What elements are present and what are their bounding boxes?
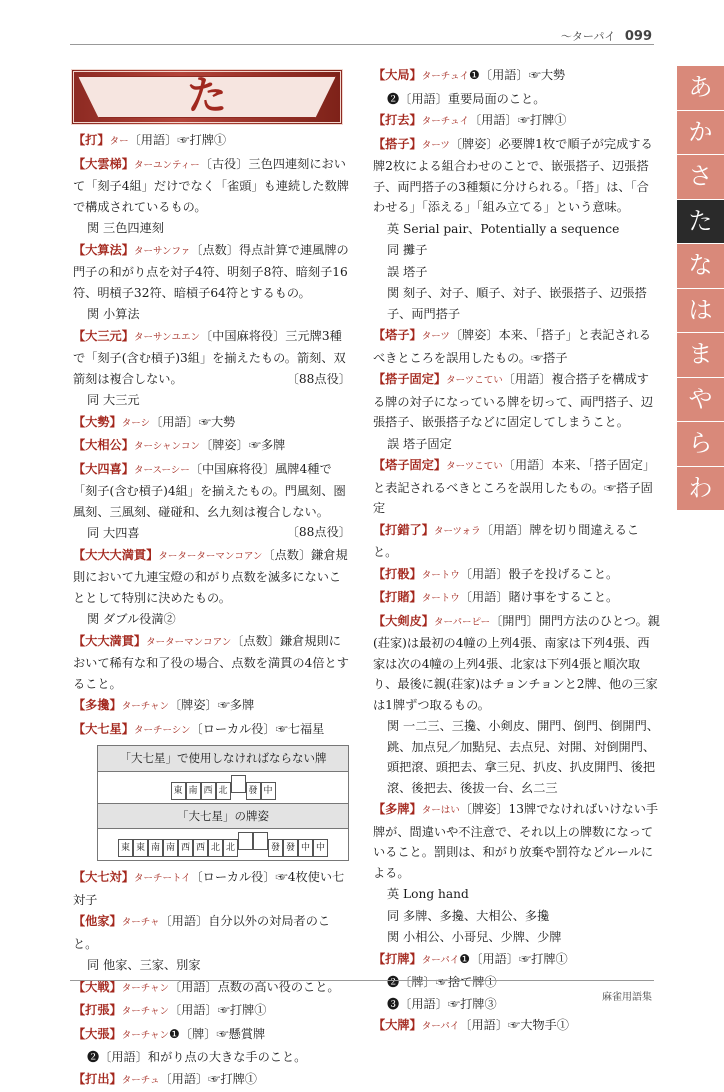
entry-headword: 【多攙】: [73, 698, 122, 712]
mahjong-tile: 東: [171, 782, 186, 800]
mahjong-tile: 北: [223, 839, 238, 857]
entry-headword: 【大戦】: [73, 979, 122, 994]
dictionary-entry: [73, 609, 351, 630]
right-entries: [373, 65, 661, 1038]
entry-body: 〔用語〕賭け事をすること。: [459, 590, 619, 604]
dictionary-entry: [373, 716, 661, 798]
entry-body: 〔用語〕☞打牌①: [159, 1071, 257, 1086]
entry-reading: ターツ: [421, 139, 450, 151]
entry-note: ❷〔牌〕☞捨て牌①: [387, 975, 497, 989]
dictionary-entry: [73, 435, 351, 458]
page-number: 099: [624, 29, 652, 44]
mahjong-tile: 北: [208, 839, 223, 857]
entry-headword: 【大四喜】: [73, 461, 134, 476]
entry-reading: ターツォラ: [433, 525, 481, 537]
entry-reading: ターチャン: [121, 982, 169, 994]
yaku-caption-1: 「大七星」で使用しなければならない牌: [98, 746, 348, 772]
entry-note: 同 他家、三家、別家: [87, 958, 201, 972]
entry-reading: ターチュ: [121, 1074, 160, 1086]
entry-reading: ターチャン: [121, 1029, 169, 1041]
entry-reading: ターユンティー: [133, 159, 200, 171]
dictionary-entry: [73, 390, 351, 411]
entry-note: 関 刻子、対子、順子、対子、嵌張搭子、辺張搭子、両門搭子: [387, 286, 647, 321]
entry-note: 関 小相公、小哥兒、少牌、少牌: [387, 930, 562, 944]
dictionary-entry: [73, 911, 351, 954]
dictionary-entry: [373, 455, 661, 519]
entry-note: ❷〔用語〕重要局面のこと。: [387, 91, 546, 106]
entry-headword: 【搭子】: [373, 136, 422, 151]
entry-reading: ターターターマンコアン: [158, 550, 263, 562]
entry-headword: 【大三元】: [73, 328, 134, 343]
dictionary-entry: [73, 545, 351, 609]
tab-ya[interactable]: や: [677, 378, 724, 423]
mahjong-tile: 中: [313, 839, 328, 857]
entry-reading: ターチャ: [121, 917, 160, 928]
entry-body: 〔用語〕自分以外の対局者のこと。: [73, 914, 331, 951]
entry-headword: 【打去】: [373, 113, 422, 127]
dictionary-entry: [373, 369, 661, 433]
entry-body: 〔牌姿〕必要牌1枚で順子が完成する牌2枚による組合わせのことで、嵌張搭子、辺張搭子、両門搭子の3種類に分けられる。「搭」は、「合わせる」「添える」「組み立てる」という意味。: [373, 136, 653, 214]
entry-headword: 【打錯了】: [373, 522, 434, 537]
mahjong-tile: 中: [298, 839, 313, 857]
entry-note: 関 小算法: [87, 307, 140, 321]
header-title: 〜ターパイ: [560, 30, 616, 43]
entry-body: 〔用語〕牌を切り間違えること。: [373, 522, 640, 559]
entry-reading: ターチュイ: [421, 71, 469, 82]
entry-reading: ターターマンコアン: [146, 636, 232, 648]
entry-note: ❷〔用語〕和がり点の大きな手のこと。: [87, 1050, 307, 1064]
entry-note: 同 多牌、多攙、大相公、多攙: [387, 908, 550, 923]
dictionary-entry: [373, 110, 661, 133]
entry-note: 同 大四喜: [87, 526, 140, 540]
dictionary-entry: [73, 1024, 351, 1047]
entry-reading: ターパイ: [421, 954, 460, 966]
entry-body: 〔点数〕鎌倉規則において九連宝燈の和がり点数を滅多にないこととして特別に決めたもの。: [73, 547, 348, 605]
entry-note: ❸〔用語〕☞打牌③: [387, 996, 497, 1011]
entry-reading: ターはい: [421, 805, 460, 816]
mahjong-tile: 南: [163, 839, 178, 857]
footer-rule: [70, 980, 654, 981]
dictionary-entry: [373, 434, 661, 455]
entry-headword: 【多牌】: [373, 802, 422, 816]
running-header: [561, 28, 652, 44]
dictionary-entry: [73, 719, 351, 742]
entry-body: 〔点数〕鎌倉規則において稀有な和了役の場合、点数を満貫の4倍とすること。: [73, 633, 349, 691]
entry-body: 〔用語〕☞打牌①: [468, 113, 567, 127]
dictionary-entry: [73, 1069, 351, 1092]
dictionary-entry: [73, 130, 351, 153]
running-footer: 麻雀用語集: [602, 992, 652, 1003]
dictionary-entry: [373, 799, 661, 883]
entry-reading: ターサンユエン: [133, 331, 200, 343]
entry-headword: 【大七対】: [73, 870, 134, 884]
entry-headword: 【打張】: [73, 1003, 122, 1017]
mahjong-tile: 北: [216, 782, 231, 800]
entry-body: 〔中国麻将役〕風牌4種で「刻子(含む槓子)4組」を揃えたもの。門風刻、圏風刻、三風刻、碰碰和、幺九刻は複合しない。: [73, 461, 346, 519]
dictionary-entry: [373, 611, 661, 716]
entry-headword: 【打骰】: [373, 566, 422, 581]
dictionary-entry: [73, 304, 351, 325]
entry-note: 誤 塔子固定: [387, 436, 452, 451]
entry-reading: ターパーピー: [433, 616, 491, 628]
mahjong-tile: 發: [283, 839, 298, 857]
entry-body: 〔点数〕得点計算で連風牌の門子の和がり点を対子4符、明刻子8符、暗刻子16符、明槓子32符、暗槓子64符とするもの。: [73, 242, 349, 300]
dictionary-entry: [373, 884, 661, 905]
mahjong-tile: 西: [201, 782, 216, 800]
entry-headword: 【大大満貫】: [73, 633, 147, 648]
mahjong-tile: 發: [246, 782, 261, 800]
entry-headword: 【塔子固定】: [373, 458, 447, 472]
entry-body: 〔用語〕☞大物手①: [459, 1018, 569, 1032]
entry-reading: ター: [109, 136, 129, 147]
entry-headword: 【打牌】: [373, 951, 422, 966]
section-banner: [71, 69, 343, 125]
entry-body: 〔牌姿〕本来、「搭子」と表記されるべきところを誤用したもの。☞搭子: [373, 328, 651, 365]
entry-body: 〔牌姿〕☞多牌: [168, 698, 255, 712]
entry-reading: ターパイ: [421, 1021, 460, 1032]
mahjong-tile: 南: [186, 782, 201, 800]
left-entries: [73, 130, 351, 741]
dictionary-entry: [373, 906, 661, 927]
entry-headword: 【大大大満貫】: [73, 547, 159, 562]
entry-note: 関 ダブル役満②: [87, 612, 176, 626]
mahjong-tile: 發: [268, 839, 283, 857]
mahjong-tile: 東: [133, 839, 148, 857]
entry-points: 〔88点役〕: [286, 525, 351, 539]
entry-headword: 【大勢】: [73, 414, 122, 429]
dictionary-entry: [373, 240, 661, 261]
entry-reading: ターシ: [121, 417, 151, 429]
dictionary-entry: [373, 283, 661, 324]
entry-headword: 【大雲梯】: [73, 156, 134, 171]
dictionary-entry: [373, 89, 661, 110]
yaku-box: [97, 745, 349, 861]
entry-reading: ターサンファ: [133, 245, 191, 257]
entry-reading: ターツ: [421, 331, 450, 342]
entry-reading: ターツこてい: [446, 461, 503, 472]
entry-reading: タートウ: [421, 593, 460, 604]
entry-points: 〔88点役〕: [286, 371, 351, 386]
entry-body: 〔用語〕骰子を投げること。: [459, 566, 619, 581]
entry-body: 〔古役〕三色四連刻において「刻子4組」だけでなく「雀頭」も連続した数牌で構成されているもの。: [73, 156, 349, 214]
dictionary-entry: [373, 134, 661, 218]
tab-ma[interactable]: ま: [677, 333, 724, 378]
entry-body: 〔用語〕複合搭子を構成する牌の対子になっている牌を切って、両門搭子、辺張搭子、嵌張搭子などに固定してしまうこと。: [373, 372, 654, 429]
entry-body: 〔ローカル役〕☞七福星: [190, 721, 325, 736]
entry-headword: 【打出】: [73, 1071, 122, 1086]
yaku-caption-2: 「大七星」の牌姿: [98, 804, 348, 830]
tab-ha[interactable]: は: [677, 289, 724, 334]
entry-body: ❶〔牌〕☞懸賞牌: [168, 1026, 266, 1041]
tile-row-1: [98, 772, 348, 804]
entry-body: 〔用語〕☞打牌①: [128, 133, 227, 147]
entry-headword: 【大局】: [373, 68, 422, 82]
dictionary-entry: [373, 587, 661, 610]
dictionary-entry: [373, 1015, 661, 1038]
dictionary-entry: [73, 326, 351, 390]
tab-ta[interactable]: た: [677, 200, 724, 245]
dictionary-entry: [373, 949, 661, 972]
dictionary-entry: [373, 219, 661, 240]
mahjong-tile: [231, 775, 246, 793]
entry-headword: 【大相公】: [73, 438, 134, 452]
entry-body: ❶〔用語〕☞打牌①: [459, 951, 568, 966]
entry-note: 関 三色四連刻: [87, 221, 164, 235]
entry-body: 〔用語〕☞打牌①: [168, 1003, 267, 1017]
mahjong-tile: 西: [178, 839, 193, 857]
dictionary-entry: [73, 1047, 351, 1068]
dictionary-entry: [373, 325, 661, 368]
entry-body: 〔牌姿〕13牌でなければいけない手牌が、間違いや不注意で、それ以上の牌数になっていること。罰則は、和がり放棄や罰符などルールによる。: [373, 802, 659, 880]
entry-reading: ターチャン: [121, 701, 169, 712]
mahjong-tile: [253, 832, 268, 850]
dictionary-entry: [73, 955, 351, 976]
dictionary-entry: [73, 631, 351, 695]
entry-note: 英 Serial pair、Potentially a sequence: [387, 221, 620, 236]
entry-reading: ターチーシン: [133, 724, 191, 736]
entry-note: 英 Long hand: [387, 887, 469, 901]
dictionary-entry: [73, 412, 351, 435]
entry-body: 〔用語〕本来、「搭子固定」と表記されるべきところを誤用したもの。☞搭子固定: [373, 458, 656, 515]
left-column: [73, 130, 351, 1092]
entry-headword: 【大剣皮】: [373, 613, 434, 628]
dictionary-entry: [373, 927, 661, 948]
entry-headword: 【他家】: [73, 914, 122, 928]
mahjong-tile: 南: [148, 839, 163, 857]
entry-headword: 【大七星】: [73, 721, 134, 736]
entry-reading: タースーシー: [133, 464, 190, 476]
entry-headword: 【大張】: [73, 1026, 122, 1041]
dictionary-entry: [73, 154, 351, 218]
tab-sa[interactable]: さ: [677, 155, 724, 200]
entry-body: ❶〔用語〕☞大勢: [468, 68, 566, 82]
entry-body: 〔用語〕☞大勢: [150, 414, 236, 429]
index-tabs: [677, 66, 724, 511]
entry-reading: ターチャン: [121, 1006, 169, 1017]
entry-reading: ターチートイ: [133, 873, 191, 884]
tab-na[interactable]: な: [677, 244, 724, 289]
tab-a[interactable]: あ: [677, 66, 724, 111]
entry-headword: 【搭子固定】: [373, 372, 447, 386]
entry-headword: 【大牌】: [373, 1018, 422, 1032]
right-column: [373, 65, 661, 1039]
mahjong-tile: 東: [118, 839, 133, 857]
entry-reading: ターシャンコン: [133, 441, 201, 452]
entry-headword: 【打賭】: [373, 590, 422, 604]
entry-note: 誤 塔子: [387, 264, 428, 279]
dictionary-entry: [73, 240, 351, 304]
dictionary-entry: [373, 65, 661, 88]
entry-note: 同 攤子: [387, 243, 428, 257]
entry-note: 関 一二三、三攙、小剣皮、開門、倒門、倒開門、跳、加点兒／加點兒、去点兒、対開、対倒開門、頭把滾、頭把去、拿三兒、扒皮、扒皮開門、後把滾、後把去、後拔一台、幺二三: [387, 719, 659, 795]
entry-body: 〔ローカル役〕☞4枚使い七対子: [73, 870, 345, 907]
entry-body: 〔牌姿〕☞多牌: [200, 438, 286, 452]
entry-headword: 【打】: [73, 133, 110, 147]
entry-reading: ターツこてい: [446, 375, 503, 386]
dictionary-entry: [73, 1000, 351, 1023]
entry-reading: ターチュイ: [421, 116, 469, 127]
entry-body: 〔用語〕点数の高い役のこと。: [168, 979, 340, 994]
mahjong-tile: 西: [193, 839, 208, 857]
dictionary-entry: [73, 218, 351, 239]
tab-ka[interactable]: か: [677, 111, 724, 156]
entry-headword: 【大算法】: [73, 242, 134, 257]
dictionary-entry: [373, 564, 661, 587]
dictionary-entry: [73, 695, 351, 718]
dictionary-entry: [373, 520, 661, 563]
mahjong-tile: [238, 832, 253, 850]
header-rule: [70, 44, 654, 45]
tab-ra[interactable]: ら: [677, 422, 724, 467]
entry-body: 〔中国麻将役〕三元牌3種で「刻子(含む槓子)3組」を揃えたもの。箭刻、双箭刻は複合しない。: [73, 328, 346, 386]
dictionary-entry: [373, 262, 661, 283]
entry-body: 〔開門〕開門方法のひとつ。親(荘家)は最初の4幢の上列4張、南家は下列4張、西家は次の4幢の上列4張、北家は下列4張と順次取り、最後に親(荘家)はチョンチョンと2牌、他の三家は1牌ずつ取るもの。: [373, 613, 660, 712]
section-character: た: [187, 72, 227, 119]
mahjong-tile: 中: [261, 782, 276, 800]
left-entries-2: [73, 867, 351, 1091]
dictionary-entry: [73, 867, 351, 910]
tab-wa[interactable]: わ: [677, 467, 724, 512]
entry-reading: タートウ: [421, 569, 460, 581]
entry-note: 同 大三元: [87, 393, 140, 407]
tile-row-2: [98, 829, 348, 860]
entry-headword: 【塔子】: [373, 328, 422, 342]
